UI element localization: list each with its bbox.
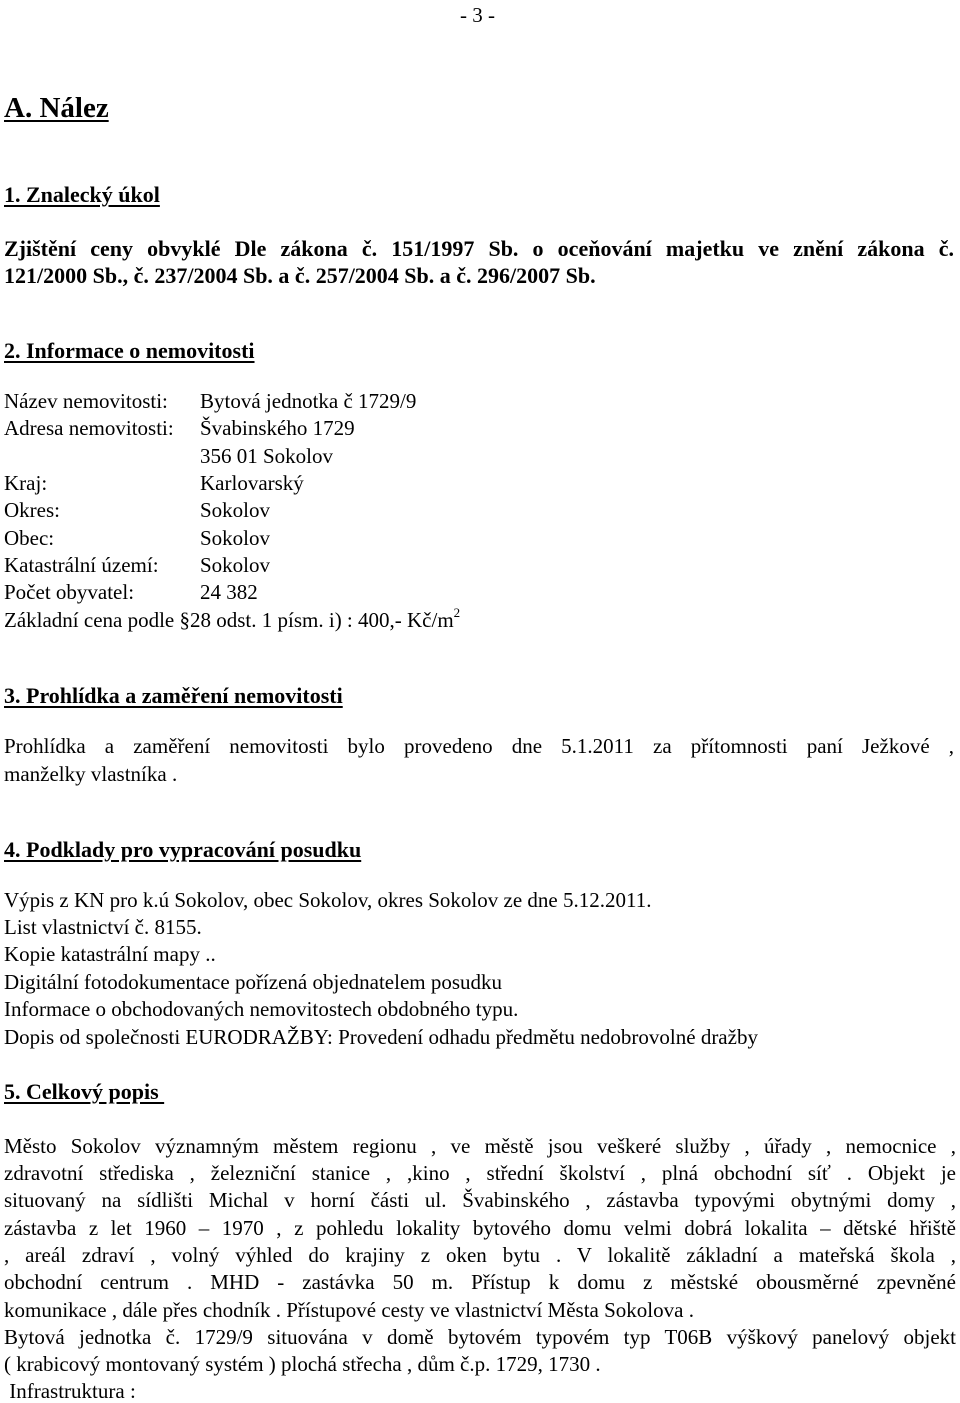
source-item: List vlastnictví č. 8155. <box>4 915 202 939</box>
base-price-superscript: 2 <box>453 605 461 620</box>
info-label-obyvatel: Počet obyvatel: <box>4 580 135 604</box>
section-title: A. Nález <box>4 92 109 124</box>
info-label-nazev: Název nemovitosti: <box>4 389 168 413</box>
info-label-katastr: Katastrální území: <box>4 553 159 577</box>
heading-znalecky-ukol: 1. Znalecký úkol <box>4 182 160 207</box>
unit-description-line-2: ( krabicový montovaný systém ) plochá střecha , dům č.p. 1729, 1730 . <box>4 1352 601 1376</box>
source-item: Výpis z KN pro k.ú Sokolov, obec Sokolov, okres Sokolov ze dne 5.12.2011. <box>4 888 652 912</box>
task-line-1: Zjištění ceny obvyklé Dle zákona č. 151/1997 Sb. o oceňování majetku ve znění zákona č. <box>4 236 954 261</box>
description-line: , areál zdraví , volný výhled do krajiny z oken bytu . V lokalitě základní a mateřská škola , <box>4 1243 956 1267</box>
description-line: situovaný na sídlišti Michal v horní části ul. Švabinského , zástavba typovými obytnými domy , <box>4 1188 956 1212</box>
info-value-adresa: Švabinského 1729 <box>200 416 355 440</box>
heading-celkovy-popis: 5. Celkový popis <box>4 1079 165 1104</box>
info-value-psc: 356 01 Sokolov <box>200 444 334 468</box>
info-value-kraj: Karlovarský <box>200 471 304 495</box>
description-line: zástavba z let 1960 – 1970 , z pohledu lokality bytového domu velmi dobrá lokalita – dětské hřiště <box>4 1216 956 1240</box>
infrastructure-label: Infrastruktura : <box>4 1379 136 1403</box>
info-value-obyvatel: 24 382 <box>200 580 258 604</box>
source-item: Informace o obchodovaných nemovitostech obdobného typu. <box>4 997 519 1021</box>
inspection-line-2: manželky vlastníka . <box>4 762 178 786</box>
source-item: Dopis od společnosti EURODRAŽBY: Provedení odhadu předmětu nedobrovolné dražby <box>4 1025 758 1049</box>
description-line: Město Sokolov významným městem regionu , ve městě jsou veškeré služby , úřady , nemocnice , <box>4 1134 956 1158</box>
info-value-obec: Sokolov <box>200 526 271 550</box>
description-line: komunikace , dále přes chodník . Přístupové cesty ve vlastnictví Města Sokolova . <box>4 1298 694 1322</box>
source-item: Kopie katastrální mapy .. <box>4 942 216 966</box>
info-label-okres: Okres: <box>4 498 60 522</box>
heading-prohlidka: 3. Prohlídka a zaměření nemovitosti <box>4 683 343 708</box>
heading-podklady: 4. Podklady pro vypracování posudku <box>4 837 362 862</box>
info-value-okres: Sokolov <box>200 498 271 522</box>
heading-informace: 2. Informace o nemovitosti <box>4 338 255 363</box>
page-number: - 3 - <box>460 3 495 27</box>
base-price-text: Základní cena podle §28 odst. 1 písm. i) : 400,- Kč/m <box>4 608 454 632</box>
task-line-2: 121/2000 Sb., č. 237/2004 Sb. a č. 257/2004 Sb. a č. 296/2007 Sb. <box>4 263 596 288</box>
info-label-adresa: Adresa nemovitosti: <box>4 416 174 440</box>
unit-description-line-1: Bytová jednotka č. 1729/9 situována v domě bytovém typovém typ T06B výškový panelový objekt <box>4 1325 956 1349</box>
info-label-obec: Obec: <box>4 526 55 550</box>
info-value-katastr: Sokolov <box>200 553 271 577</box>
info-value-nazev: Bytová jednotka č 1729/9 <box>200 389 417 413</box>
description-line: obchodní centrum . MHD - zastávka 50 m. Přístup k domu z městské obousměrné zpevněné <box>4 1270 956 1294</box>
source-item: Digitální fotodokumentace pořízená objednatelem posudku <box>4 970 503 994</box>
base-price-line <box>4 605 461 632</box>
inspection-line-1: Prohlídka a zaměření nemovitosti bylo provedeno dne 5.1.2011 za přítomnosti paní Ježkové , <box>4 734 954 758</box>
info-label-kraj: Kraj: <box>4 471 48 495</box>
description-line: zdravotní střediska , železniční stanice , ,kino , střední školství , plná obchodní síť . Objekt je <box>4 1161 956 1185</box>
